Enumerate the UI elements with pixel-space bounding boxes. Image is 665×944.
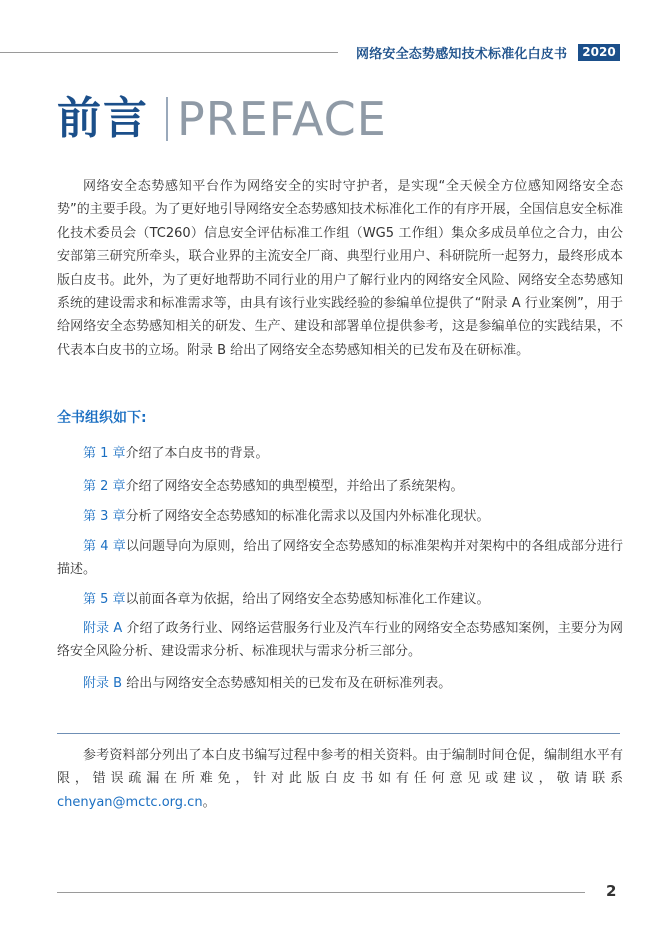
contact-email-link[interactable]: chenyan@mctc.org.cn: [57, 794, 203, 810]
header-rule: [0, 52, 338, 53]
chapter-label: 第 4 章: [83, 539, 126, 554]
appendix-label: 附录 B: [83, 676, 123, 691]
footer-rule: [57, 892, 585, 893]
chapter-text: 介绍了网络安全态势感知的典型模型，并给出了系统架构。: [125, 479, 464, 494]
page-heading-en: PREFACE: [177, 92, 387, 146]
page-heading-zh: 前言: [57, 93, 149, 144]
chapter-item: [57, 442, 623, 465]
references-suffix: 。: [202, 794, 216, 810]
references-text: 参考资料部分列出了本白皮书编写过程中参考的相关资料。由于编制时间仓促，编制组水平有限，错误疏漏在所难免，针对此版白皮书如有任何意见或建议，敬请联系: [57, 748, 623, 787]
chapter-item: [57, 588, 623, 611]
references-note: [57, 744, 623, 814]
chapter-label: 第 5 章: [83, 592, 126, 607]
chapter-text: 介绍了本白皮书的背景。: [125, 446, 269, 461]
appendix-item: [57, 672, 623, 695]
document-title: 网络安全态势感知技术标准化白皮书: [356, 47, 568, 62]
chapter-text: 分析了网络安全态势感知的标准化需求以及国内外标准化现状。: [125, 509, 490, 524]
organization-title: 全书组织如下:: [57, 410, 147, 426]
appendix-label: 附录 A: [83, 621, 123, 636]
appendix-text: 介绍了政务行业、网络运营服务行业及汽车行业的网络安全态势感知案例，主要分为网络安全风险分析、建设需求分析、标准现状与需求分析三部分。: [57, 621, 623, 660]
heading-divider: [166, 97, 168, 141]
appendix-item: [57, 617, 623, 664]
appendix-text: 给出与网络安全态势感知相关的已发布及在研标准列表。: [122, 676, 452, 691]
page-number: 2: [606, 882, 617, 900]
chapter-item: [57, 535, 623, 582]
chapter-label: 第 3 章: [83, 509, 126, 524]
chapter-item: [57, 475, 623, 498]
intro-paragraph: 网络安全态势感知平台作为网络安全的实时守护者，是实现“全天候全方位感知网络安全态势”的主要手段。为了更好地引导网络安全态势感知技术标准化工作的有序开展，全国信息安全标准化技术委员会（TC260）信息安全评估标准工作组（WG5 工作组）集众多成员单位之合力，由公安部第三研究所牵头，联合业界的主流安全厂商、典型行业用户、科研院所一起努力，最终形成本版白皮书。此外，为了更好地帮助不同行业的用户了解行业内的网络安全风险、网络安全态势感知系统的建设需求和标准需求等，由具有该行业实践经验的参编单位提供了“附录 A 行业案例”，用于给网络安全态势感知相关的研发、生产、建设和部署单位提供参考，这是参编单位的实践结果，不代表本白皮书的立场。附录 B 给出了网络安全态势感知相关的已发布及在研标准。: [57, 179, 623, 358]
chapter-label: 第 2 章: [83, 479, 126, 494]
chapter-label: 第 1 章: [83, 446, 126, 461]
year-badge: 2020: [578, 44, 620, 61]
chapter-item: [57, 505, 623, 528]
chapter-text: 以前面各章为依据，给出了网络安全态势感知标准化工作建议。: [125, 592, 490, 607]
chapter-text: 以问题导向为原则，给出了网络安全态势感知的标准架构并对架构中的各组成部分进行描述。: [57, 539, 623, 578]
section-divider: [57, 733, 620, 734]
